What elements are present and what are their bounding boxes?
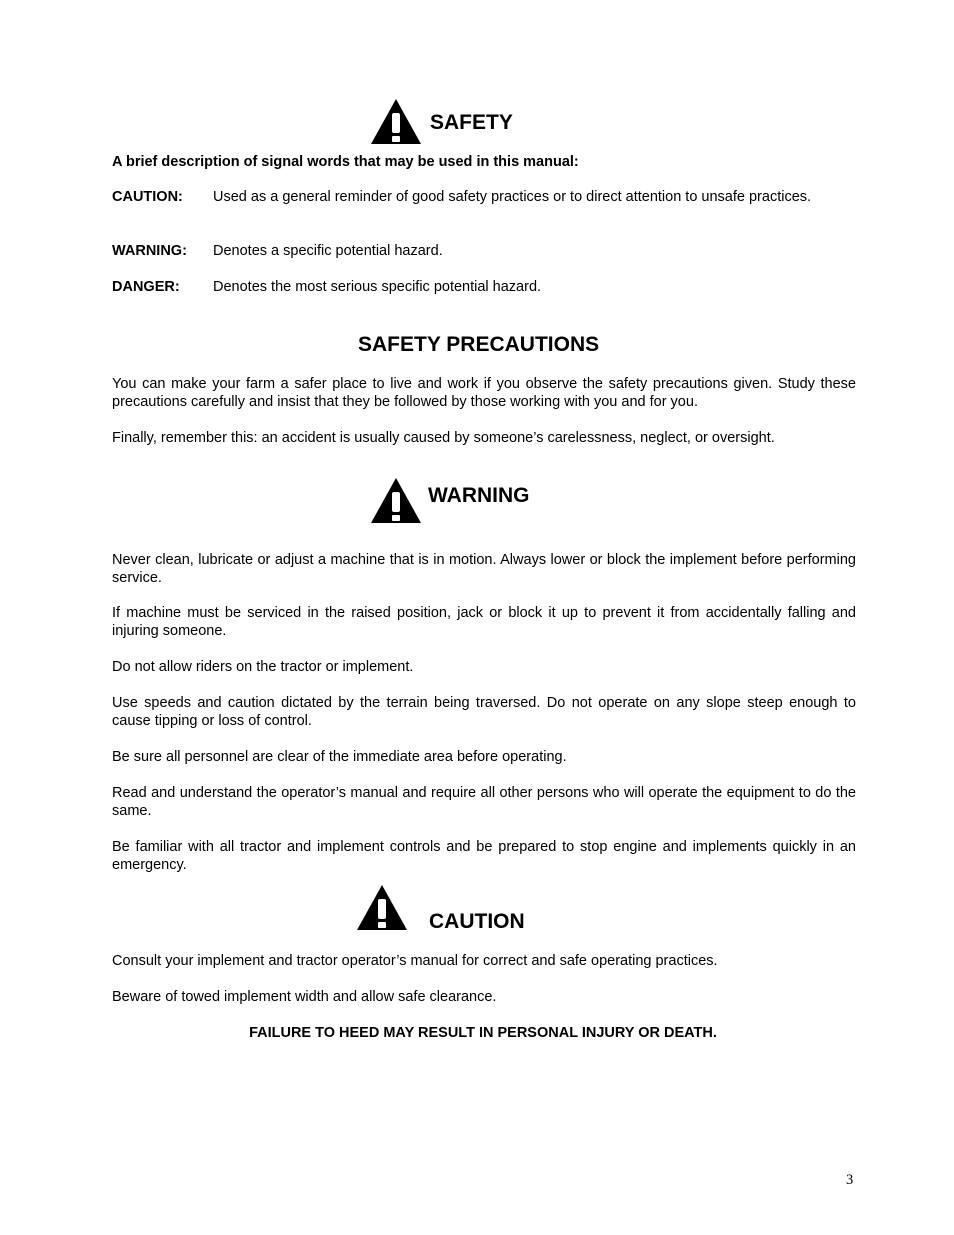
warning-paragraph: Be sure all personnel are clear of the immediate area before operating. — [112, 749, 567, 765]
signal-word-term: WARNING: — [112, 243, 187, 259]
safety-heading: SAFETY — [430, 111, 513, 134]
safety-warning-triangle-icon — [370, 98, 422, 145]
signal-word-description: Used as a general reminder of good safety practices or to direct attention to unsafe practices. — [213, 189, 812, 205]
safety-precautions-heading: SAFETY PRECAUTIONS — [358, 333, 600, 356]
precautions-paragraph: Finally, remember this: an accident is usually caused by someone’s carelessness, neglect, or oversight. — [112, 430, 775, 446]
warning-triangle-icon — [370, 477, 422, 524]
page-number: 3 — [846, 1172, 854, 1188]
warning-paragraph: Do not allow riders on the tractor or implement. — [112, 659, 414, 675]
signal-word-description: Denotes the most serious specific potential hazard. — [213, 279, 542, 295]
precautions-paragraph: You can make your farm a safer place to live and work if you observe the safety precautions given. Study these precautions carefully and insist that they be followed by those working with you and for you. — [112, 376, 856, 410]
warning-paragraph: Read and understand the operator’s manual and require all other persons who will operate the equipment to do the same. — [112, 785, 856, 819]
warning-paragraph: Never clean, lubricate or adjust a machine that is in motion. Always lower or block the implement before performing service. — [112, 552, 856, 586]
signal-word-danger — [112, 278, 856, 296]
signal-word-description: Denotes a specific potential hazard. — [213, 243, 443, 259]
caution-paragraph: Consult your implement and tractor operator’s manual for correct and safe operating practices. — [112, 953, 718, 969]
warning-paragraph: If machine must be serviced in the raised position, jack or block it up to prevent it from accidentally falling and injuring someone. — [112, 605, 856, 639]
signal-word-caution — [112, 188, 856, 206]
final-notice: FAILURE TO HEED MAY RESULT IN PERSONAL INJURY OR DEATH. — [249, 1025, 717, 1041]
warning-heading: WARNING — [428, 484, 530, 507]
caution-heading: CAUTION — [429, 910, 525, 933]
caution-triangle-icon — [356, 884, 408, 931]
signal-word-term: DANGER: — [112, 279, 180, 295]
warning-paragraph: Be familiar with all tractor and implement controls and be prepared to stop engine and implements quickly in an emergency. — [112, 839, 856, 873]
signal-word-term: CAUTION: — [112, 189, 183, 205]
signal-words-intro: A brief description of signal words that may be used in this manual: — [112, 154, 579, 170]
caution-paragraph: Beware of towed implement width and allow safe clearance. — [112, 989, 497, 1005]
warning-paragraph: Use speeds and caution dictated by the terrain being traversed. Do not operate on any slope steep enough to cause tipping or loss of control. — [112, 695, 856, 729]
signal-word-warning — [112, 242, 856, 260]
